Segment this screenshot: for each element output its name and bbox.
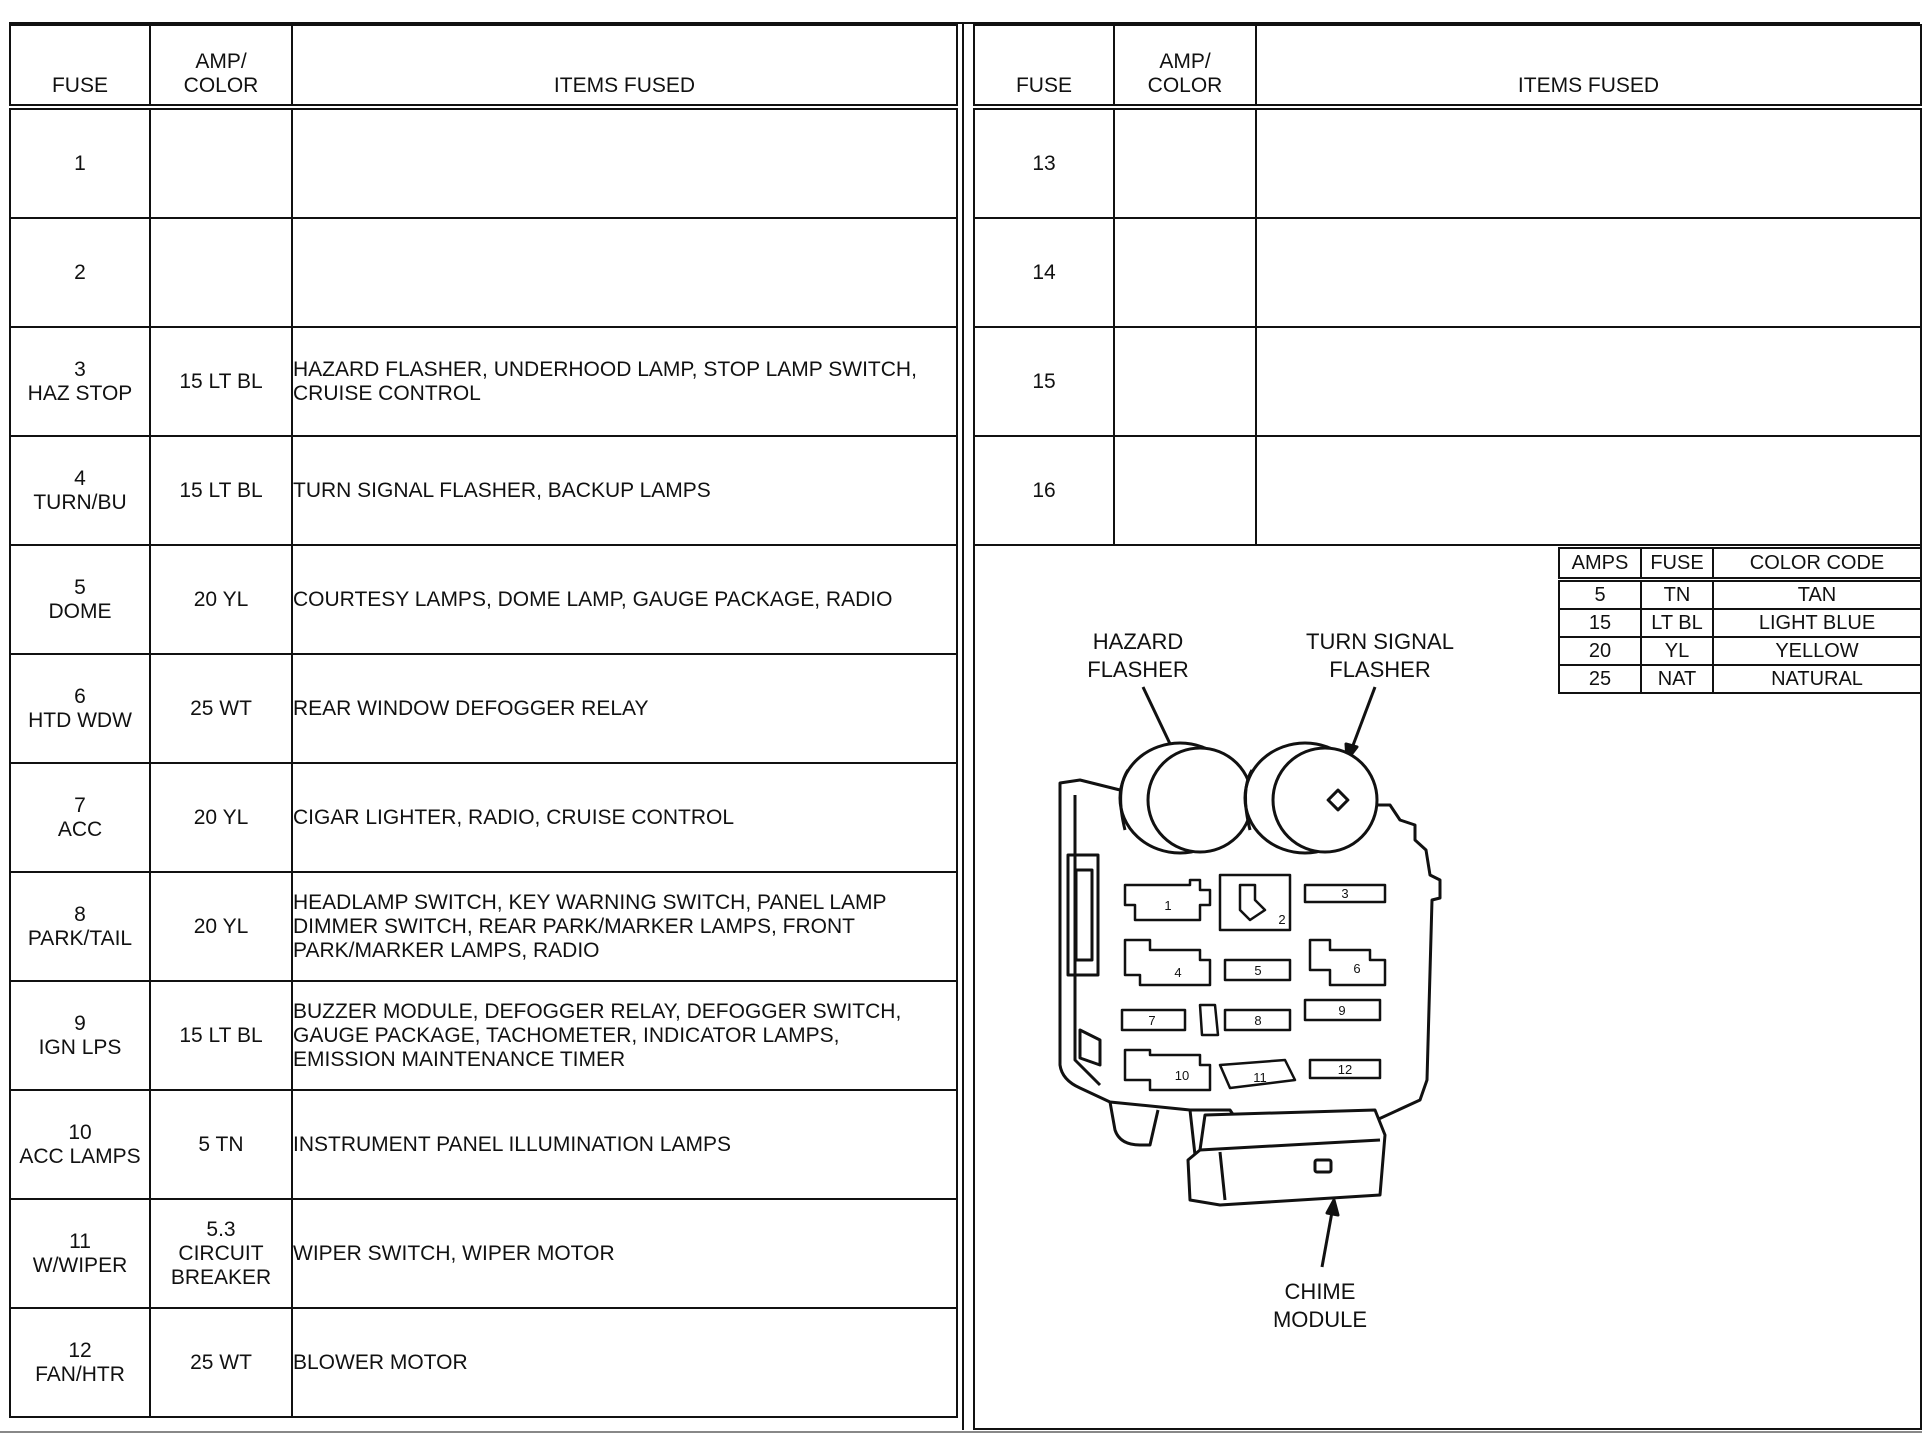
fuse-slot-1 [1125, 880, 1210, 920]
center-divider [962, 22, 964, 1430]
fuse-name: DOME [48, 599, 112, 623]
amp-color-line: 20 YL [193, 914, 249, 938]
color-code-header-fuse: FUSE [1641, 548, 1713, 580]
chime-module-body [1188, 1110, 1385, 1205]
fuse-number: 3 [74, 357, 86, 381]
amp-color-cell [150, 545, 292, 654]
amp-color-cell [150, 327, 292, 436]
items-fused-line: DIMMER SWITCH, REAR PARK/MARKER LAMPS, FRONT [293, 914, 855, 938]
color-code-fuse: NAT [1641, 665, 1713, 693]
fuse-slot-6 [1310, 940, 1385, 985]
items-fused-line: CIGAR LIGHTER, RADIO, CRUISE CONTROL [293, 805, 735, 829]
fuse-row [974, 327, 1921, 436]
amp-color-cell [150, 1308, 292, 1417]
fuse-cell [10, 107, 150, 218]
amp-color-cell [1114, 436, 1256, 545]
fuse-row [10, 107, 957, 218]
fuse-box-housing [1060, 780, 1440, 1125]
amp-color-cell [150, 763, 292, 872]
fuse-slot-5 [1225, 960, 1290, 980]
color-code-fuse: LT BL [1641, 609, 1713, 637]
header-fuse: FUSE [10, 25, 150, 107]
right-fuse-table [973, 24, 1922, 546]
chime-label-line1: CHIME [1284, 1279, 1356, 1304]
color-code-header-amps: AMPS [1559, 548, 1641, 580]
fuse-name: IGN LPS [38, 1035, 122, 1059]
items-fused-cell [1256, 436, 1921, 545]
fuse-cell [10, 218, 150, 327]
fuse-box-diagram [1040, 640, 1470, 1280]
fuse-number-12: 12 [1337, 1062, 1353, 1077]
fuse-cell [10, 1090, 150, 1199]
items-fused-cell [292, 1090, 957, 1199]
fuse-slots [1122, 875, 1385, 1090]
fuse-number: 8 [74, 902, 86, 926]
amp-color-line: 5 TN [198, 1132, 244, 1156]
fuse-cell [10, 981, 150, 1090]
items-fused-cell [292, 545, 957, 654]
left-table-body [10, 107, 957, 1417]
turn-flasher-cap [1273, 748, 1377, 852]
turn-signal-flasher [1245, 743, 1377, 853]
items-fused-line: BLOWER MOTOR [293, 1350, 468, 1374]
items-fused-line: REAR WINDOW DEFOGGER RELAY [293, 696, 649, 720]
fuse-row [974, 107, 1921, 218]
amp-color-cell [150, 1090, 292, 1199]
header-items-fused: ITEMS FUSED [292, 25, 957, 107]
fuse-row [10, 436, 957, 545]
right-table-body [974, 107, 1921, 545]
color-code-body [1559, 580, 1921, 694]
fuse-row [974, 436, 1921, 545]
hazard-flasher [1120, 743, 1252, 853]
fuse-number: 9 [74, 1011, 86, 1035]
fuse-name: W/WIPER [32, 1253, 128, 1277]
header-amp-color [150, 25, 292, 107]
fuse-cell [974, 107, 1114, 218]
items-fused-cell [292, 872, 957, 981]
color-code-amps: 25 [1559, 665, 1641, 693]
fuse-number-8: 8 [1254, 1013, 1262, 1028]
fuse-number: 14 [1032, 260, 1056, 284]
fuse-row [10, 872, 957, 981]
fuse-name: HAZ STOP [27, 381, 133, 405]
items-fused-cell [292, 218, 957, 327]
fuse-row [974, 218, 1921, 327]
color-code-amps: 20 [1559, 637, 1641, 665]
color-code-name: NATURAL [1713, 665, 1921, 693]
hazard-arrow-line [1143, 687, 1172, 748]
fuse-number: 15 [1032, 369, 1056, 393]
fuse-number-2: 2 [1278, 912, 1286, 927]
hazard-label-line2: FLASHER [1087, 657, 1189, 682]
items-fused-line: HAZARD FLASHER, UNDERHOOD LAMP, STOP LAMP SWITCH, [293, 357, 917, 381]
fuse-number: 13 [1032, 151, 1056, 175]
fuse-number-7: 7 [1148, 1013, 1156, 1028]
chime-label-line2: MODULE [1272, 1307, 1368, 1332]
amp-color-cell [1114, 107, 1256, 218]
color-code-name: LIGHT BLUE [1713, 609, 1921, 637]
items-fused-cell [292, 436, 957, 545]
items-fused-line: HEADLAMP SWITCH, KEY WARNING SWITCH, PANEL LAMP [293, 890, 887, 914]
amp-color-line: BREAKER [170, 1265, 272, 1289]
fuse-number: 7 [74, 793, 86, 817]
amp-color-cell [1114, 218, 1256, 327]
amp-color-cell [150, 107, 292, 218]
items-fused-line: PARK/MARKER LAMPS, RADIO [293, 938, 600, 962]
fuse-number-1: 1 [1164, 898, 1172, 913]
color-code-header-row [1559, 548, 1921, 580]
items-fused-cell [292, 1199, 957, 1308]
header-amp-line1: AMP/ [195, 50, 247, 73]
fuse-slot-9 [1305, 1000, 1380, 1020]
fuse-name: ACC LAMPS [19, 1144, 141, 1168]
amp-color-line: 15 LT BL [179, 1023, 263, 1047]
color-code-row [1559, 609, 1921, 637]
items-fused-line: INSTRUMENT PANEL ILLUMINATION LAMPS [293, 1132, 731, 1156]
fuse-number-3: 3 [1341, 886, 1349, 901]
items-fused-cell [292, 107, 957, 218]
fuse-number: 1 [74, 151, 86, 175]
items-fused-cell [1256, 107, 1921, 218]
amp-color-line: 20 YL [193, 805, 249, 829]
fuse-slot-11 [1220, 1060, 1295, 1088]
fuse-cell [10, 654, 150, 763]
amp-color-cell [150, 218, 292, 327]
bottom-ticks [0, 1431, 1922, 1439]
fuse-name: FAN/HTR [35, 1362, 125, 1386]
amp-color-cell [1114, 327, 1256, 436]
fuse-row [10, 654, 957, 763]
amp-color-cell [150, 872, 292, 981]
fuse-number-6: 6 [1353, 961, 1361, 976]
color-code-row [1559, 580, 1921, 610]
color-code-amps: 5 [1559, 580, 1641, 610]
fuse-row [10, 1199, 957, 1308]
color-code-row [1559, 637, 1921, 665]
color-code-name: YELLOW [1713, 637, 1921, 665]
fuse-number: 16 [1032, 478, 1056, 502]
fuse-row [10, 981, 957, 1090]
chime-arrow-head [1327, 1200, 1338, 1215]
fuse-row [10, 218, 957, 327]
items-fused-cell [292, 654, 957, 763]
fuse-cell [10, 763, 150, 872]
items-fused-line: CRUISE CONTROL [293, 381, 481, 405]
items-fused-line: WIPER SWITCH, WIPER MOTOR [293, 1241, 615, 1265]
amp-color-line: 15 LT BL [179, 369, 263, 393]
header-amp-color [1114, 25, 1256, 107]
items-fused-line: TURN SIGNAL FLASHER, BACKUP LAMPS [293, 478, 711, 502]
fuse-number-9: 9 [1338, 1003, 1346, 1018]
fuse-row [10, 763, 957, 872]
fuse-cell [10, 436, 150, 545]
items-fused-line: EMISSION MAINTENANCE TIMER [293, 1047, 626, 1071]
color-code-table [1558, 547, 1922, 694]
hazard-flasher-cap [1148, 748, 1252, 852]
amp-color-line: 25 WT [190, 696, 252, 720]
items-fused-cell [1256, 327, 1921, 436]
fuse-number: 11 [69, 1229, 91, 1253]
fuse-slot-4 [1125, 940, 1210, 985]
amp-color-line: 20 YL [193, 587, 249, 611]
items-fused-line: BUZZER MODULE, DEFOGGER RELAY, DEFOGGER SWITCH, [293, 999, 902, 1023]
amp-color-cell [150, 1199, 292, 1308]
header-amp-line1: AMP/ [1159, 50, 1211, 73]
fuse-cell [974, 327, 1114, 436]
header-items-fused: ITEMS FUSED [1256, 25, 1921, 107]
fuse-slot-7 [1122, 1005, 1218, 1035]
color-code-name: TAN [1713, 580, 1921, 610]
fuse-name: PARK/TAIL [27, 926, 133, 950]
fuse-name: HTD WDW [28, 708, 132, 732]
side-connector-inner [1076, 870, 1092, 960]
amp-color-line: 25 WT [190, 1350, 252, 1374]
color-code-header-color: COLOR CODE [1713, 548, 1921, 580]
turn-label-line2: FLASHER [1329, 657, 1431, 682]
hazard-label-line1: HAZARD [1092, 629, 1184, 654]
fuse-cell [10, 872, 150, 981]
fuse-slot-2 [1220, 875, 1290, 930]
color-code-fuse: TN [1641, 580, 1713, 610]
fuse-row [10, 545, 957, 654]
chime-arrow-line [1322, 1212, 1332, 1267]
amp-color-line: 15 LT BL [179, 478, 263, 502]
color-code-amps: 15 [1559, 609, 1641, 637]
fuse-slot-8 [1225, 1010, 1290, 1030]
fuse-number: 5 [74, 575, 86, 599]
fuse-name: TURN/BU [33, 490, 127, 514]
amp-color-line: 5.3 [206, 1217, 236, 1241]
amp-color-line: CIRCUIT [178, 1241, 264, 1265]
amp-color-cell [150, 981, 292, 1090]
right-header-row [974, 25, 1921, 107]
fuse-name: ACC [57, 817, 103, 841]
turn-label-line1: TURN SIGNAL [1306, 629, 1454, 654]
side-clip [1080, 1030, 1100, 1065]
header-amp-line2: COLOR [183, 74, 259, 97]
left-fuse-table [9, 24, 958, 1418]
fuse-number: 2 [74, 260, 86, 284]
fuse-number-11: 11 [1253, 1070, 1267, 1085]
color-code-row [1559, 665, 1921, 693]
items-fused-cell [292, 1308, 957, 1417]
fuse-slot-10 [1125, 1050, 1210, 1090]
items-fused-cell [1256, 218, 1921, 327]
turn-arrow-line [1352, 687, 1375, 748]
fuse-number-5: 5 [1254, 963, 1262, 978]
fuse-number: 10 [68, 1120, 92, 1144]
amp-color-cell [150, 654, 292, 763]
chime-module-label [1250, 1278, 1390, 1334]
fuse-number: 12 [68, 1338, 92, 1362]
fuse-cell [10, 1308, 150, 1417]
fuse-slot-3 [1305, 885, 1385, 902]
fuse-number: 4 [74, 466, 86, 490]
header-amp-line2: COLOR [1147, 74, 1223, 97]
items-fused-line: GAUGE PACKAGE, TACHOMETER, INDICATOR LAMPS, [293, 1023, 840, 1047]
header-fuse: FUSE [974, 25, 1114, 107]
items-fused-line: COURTESY LAMPS, DOME LAMP, GAUGE PACKAGE, RADIO [293, 587, 893, 611]
fuse-number-4: 4 [1174, 965, 1182, 980]
left-header-row [10, 25, 957, 107]
color-code-fuse: YL [1641, 637, 1713, 665]
fuse-slot-12 [1310, 1060, 1380, 1078]
fuse-number-10: 10 [1174, 1068, 1190, 1083]
fuse-cell [974, 218, 1114, 327]
items-fused-cell [292, 981, 957, 1090]
fuse-row [10, 1308, 957, 1417]
chime-module [1188, 1110, 1385, 1205]
fuse-row [10, 327, 957, 436]
items-fused-cell [292, 763, 957, 872]
housing-lower-tab [1110, 1102, 1158, 1145]
fuse-cell [974, 436, 1114, 545]
fuse-cell [10, 327, 150, 436]
fuse-cell [10, 1199, 150, 1308]
fuse-cell [10, 545, 150, 654]
amp-color-cell [150, 436, 292, 545]
items-fused-cell [292, 327, 957, 436]
fuse-number: 6 [74, 684, 86, 708]
fuse-row [10, 1090, 957, 1199]
